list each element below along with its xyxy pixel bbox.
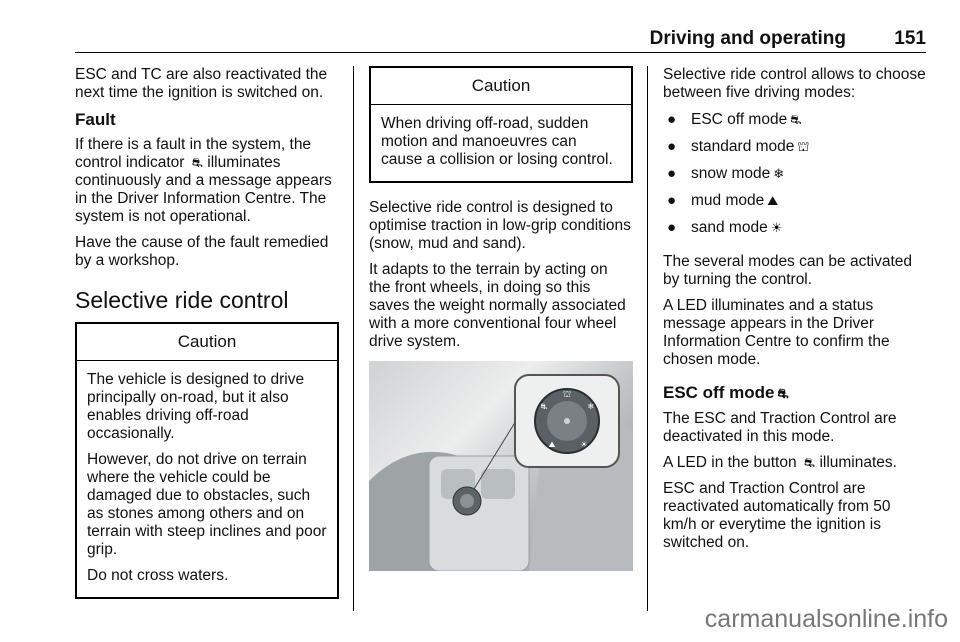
fault-paragraph: If there is a fault in the system, the control indicator ⛐ illuminates continuously and a message appears in the Driver Information Centre. The system is not operational. [75, 136, 332, 225]
caution-title: Caution [371, 68, 631, 105]
list-item: ● mud mode ⛰ [667, 192, 779, 209]
caution-body [371, 105, 631, 181]
page-header [75, 28, 926, 53]
caution-text: The vehicle is designed to drive principally on-road, but it also enables driving off-road occasionally. [87, 371, 305, 442]
esc-reactivation-text: ESC and Traction Control are reactivated automatically from 50 km/h or everytime the ignition is switched on. [663, 480, 891, 551]
column-divider [647, 66, 648, 611]
svg-text:☀: ☀ [580, 440, 588, 449]
esc-off-icon: ⛐ [803, 455, 816, 470]
caution-box [369, 66, 633, 183]
svg-text:❄: ❄ [587, 402, 595, 411]
watermark: carmanualsonline.info [704, 605, 948, 633]
caution-text: Do not cross waters. [87, 567, 229, 584]
list-item: ● snow mode ❄ [667, 165, 785, 182]
selective-ride-intro: Selective ride control is designed to optimise traction in low-grip conditions (snow, mud and sand). [369, 199, 631, 252]
column-divider [353, 66, 354, 611]
caution-body [77, 361, 337, 597]
column-2 [369, 66, 633, 571]
esc-deactivated-text: The ESC and Traction Control are deactivated in this mode. [663, 410, 897, 445]
header-title: Driving and operating [649, 28, 846, 49]
modes-intro: Selective ride control allows to choose between five driving modes: [663, 66, 926, 101]
list-item: ● standard mode ⛫ [667, 138, 810, 155]
caution-box [75, 322, 339, 599]
column-1 [75, 66, 339, 599]
led-status-text: A LED illuminates and a status message appears in the Driver Information Centre to confirm the chosen mode. [663, 297, 890, 368]
snow-mode-icon: ❄ [773, 166, 785, 181]
selector-control-photo [369, 361, 633, 571]
list-item: ● ESC off mode ⛐ [667, 111, 802, 128]
selective-ride-adapts: It adapts to the terrain by acting on the front wheels, in doing so this saves the weight normally associated with a more conventional four wheel drive system. [369, 261, 626, 350]
driving-modes-list [663, 110, 927, 245]
fault-heading: Fault [75, 110, 116, 129]
traction-off-icon: ⛐ [191, 155, 203, 170]
esc-led-text: A LED in the button ⛐ illuminates. [663, 454, 897, 471]
svg-text:⛰: ⛰ [548, 440, 556, 449]
fault-remedy-text: Have the cause of the fault remedied by a workshop. [75, 234, 329, 269]
console-illustration [369, 361, 633, 571]
esc-off-icon: ⛐ [790, 112, 802, 127]
svg-text:⛫: ⛫ [562, 390, 572, 400]
caution-title: Caution [77, 324, 337, 361]
esc-off-heading: ESC off mode ⛐ [663, 383, 789, 402]
column-3 [663, 66, 927, 560]
standard-mode-icon: ⛫ [797, 139, 810, 154]
page-number: 151 [894, 28, 926, 49]
esc-off-icon: ⛐ [777, 386, 789, 401]
esc-tc-reactivation-text: ESC and TC are also reactivated the next time the ignition is switched on. [75, 66, 328, 101]
modes-activation-text: The several modes can be activated by turning the control. [663, 253, 912, 288]
caution-text: However, do not drive on terrain where the vehicle could be damaged due to obstacles, such as stones among others and on terrain with steep inclines and poor grip. [87, 451, 327, 558]
section-heading: Selective ride control [75, 287, 289, 313]
svg-text:⛐: ⛐ [540, 402, 548, 411]
list-item: ● sand mode ☀ [667, 219, 783, 236]
mud-mode-icon: ⛰ [767, 193, 779, 208]
caution-text: When driving off-road, sudden motion and manoeuvres can cause a collision or losing control. [381, 115, 613, 168]
sand-mode-icon: ☀ [770, 220, 783, 235]
